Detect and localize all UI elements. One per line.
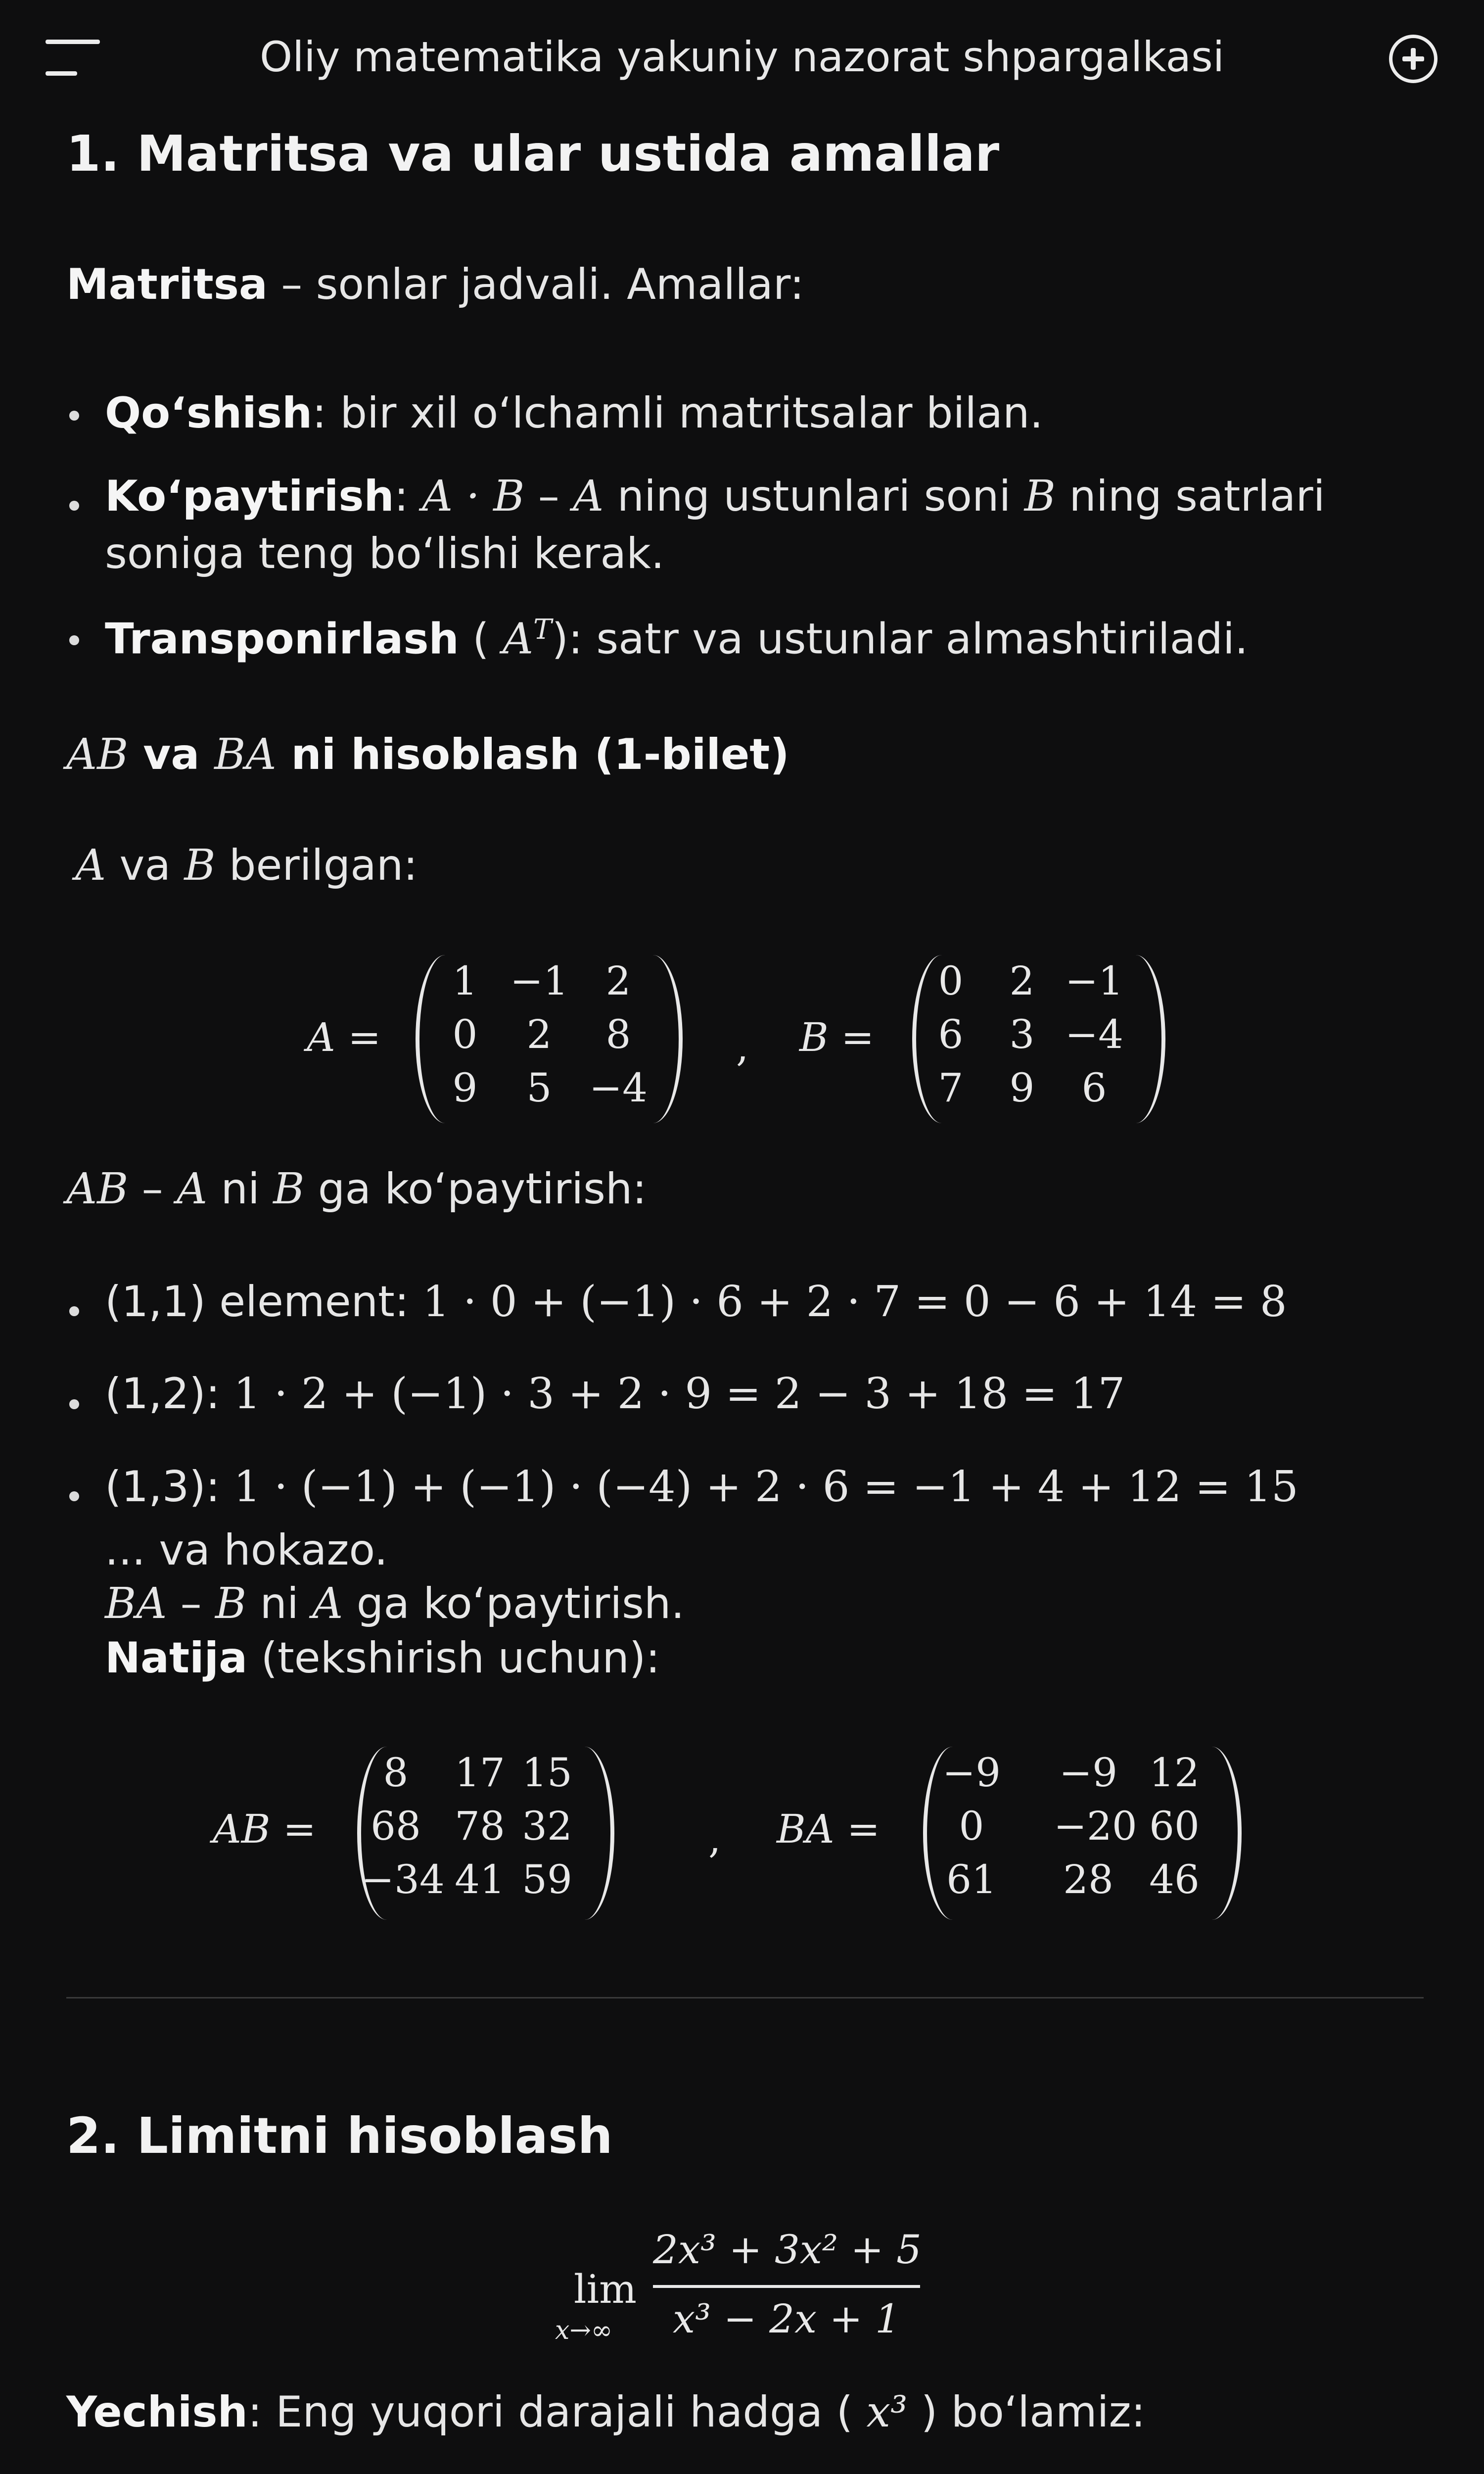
intro-text: Matritsa – sonlar jadvali. Amallar: <box>66 260 804 309</box>
section-heading-matrices: 1. Matritsa va ular ustida amallar <box>66 125 1000 183</box>
section-heading-limit: 2. Limitni hisoblash <box>66 2107 613 2165</box>
bullet <box>69 1491 79 1501</box>
step-1-1: (1,1) element: 1 · 0 + (−1) · 6 + 2 · 7 = 0 − 6 + 14 = 8 <box>105 1277 1287 1327</box>
solution-text: Yechish: Eng yuqori darajali hadga ( x³ ) bo‘lamiz: <box>66 2387 1146 2437</box>
result-text: Natija (tekshirish uchun): <box>105 1633 660 1683</box>
bullet <box>69 1306 79 1316</box>
section-divider <box>66 1997 1424 1998</box>
bullet <box>69 501 79 511</box>
bullet <box>69 1399 79 1409</box>
comma: , <box>736 1024 749 1070</box>
op-multiplication-line2: soniga teng bo‘lishi kerak. <box>105 529 665 578</box>
limit-expression: lim x→∞ 2x³ + 3x² + 5 x³ − 2x + 1 <box>555 2227 922 2345</box>
step-1-3: (1,3): 1 · (−1) + (−1) · (−4) + 2 · 6 = −1 + 4 + 12 = 15 <box>105 1462 1298 1512</box>
page-title: Oliy matematika yakuniy nazorat shpargalkasi <box>259 33 1225 81</box>
new-chat-icon[interactable] <box>1389 35 1438 83</box>
subheading-ab-ba: AB va BA ni hisoblash (1-bilet) <box>66 730 789 779</box>
etc-text: ... va hokazo. <box>105 1525 388 1575</box>
bullet <box>69 411 79 421</box>
op-multiplication: Ko‘paytirish: A · B – A ning ustunlari soni B ning satrlari <box>105 472 1325 521</box>
bullet <box>69 635 79 645</box>
step-1-2: (1,2): 1 · 2 + (−1) · 3 + 2 · 9 = 2 − 3 + 18 = 17 <box>105 1369 1125 1419</box>
op-addition: Qo‘shish: bir xil o‘lchamli matritsalar bilan. <box>105 388 1043 438</box>
ba-line: BA – B ni A ga ko‘paytirish. <box>105 1579 685 1628</box>
comma: , <box>708 1816 721 1862</box>
op-transpose: Transponirlash ( $A^T$): satr va ustunlar almashtiriladi. <box>105 614 1249 664</box>
given-text: A va B berilgan: <box>75 841 418 890</box>
ab-line: AB – A ni B ga ko‘paytirish: <box>66 1164 647 1214</box>
